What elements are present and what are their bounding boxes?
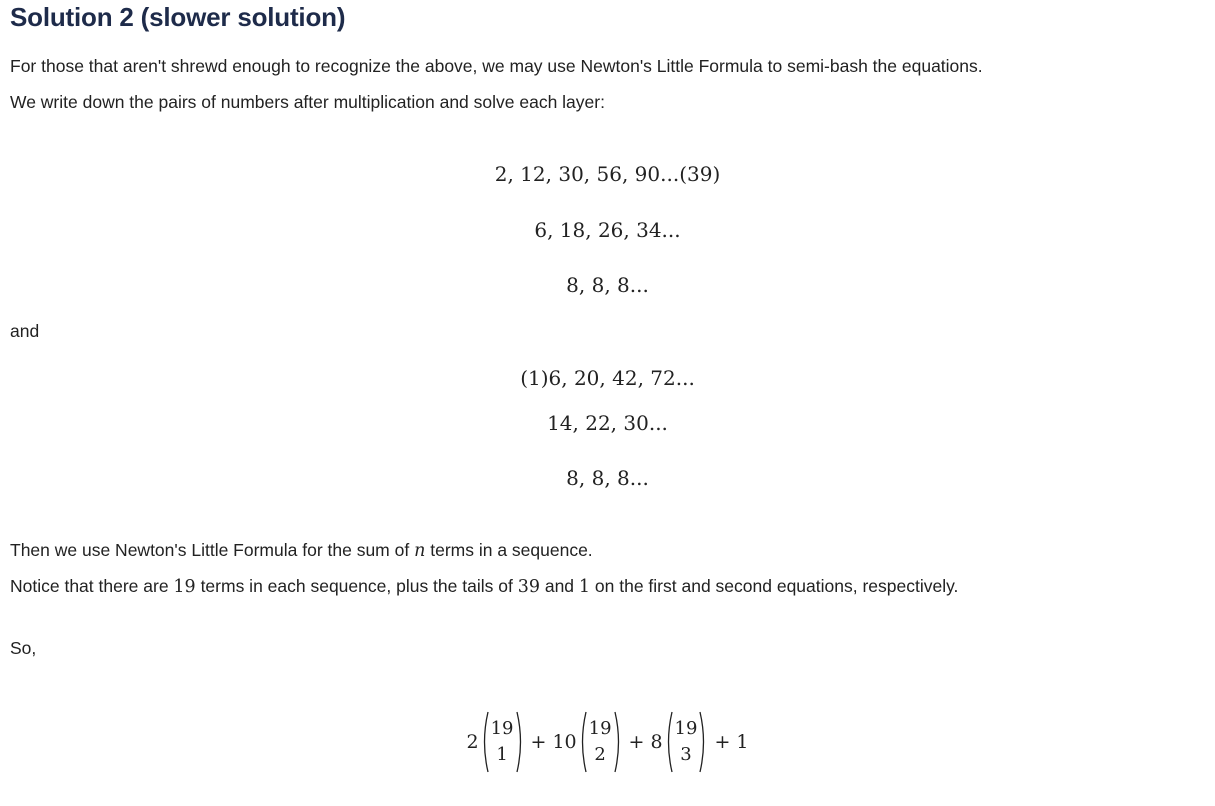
intro-line-2: We write down the pairs of numbers after multiplication and solve each layer: (10, 92, 605, 112)
term-1-top: 19 (490, 718, 514, 739)
then-line-after: terms in a sequence. (425, 540, 593, 560)
then-line-variable: n (414, 541, 426, 561)
term-3-top: 19 (674, 718, 698, 739)
tail-operator: + (714, 731, 731, 753)
term-2-operator: + (530, 731, 547, 753)
formula-term-2 (552, 710, 622, 774)
notice-number-1: 19 (173, 577, 196, 597)
term-3-coefficient: 8 (650, 731, 663, 753)
notice-line (10, 576, 958, 597)
term-3-bottom: 3 (680, 744, 692, 765)
second-layer-row-2: 14, 22, 30... (547, 411, 668, 435)
term-1-binomial (480, 710, 525, 774)
notice-number-3: 1 (578, 577, 591, 597)
notice-part-1: Notice that there are (10, 576, 174, 596)
right-paren-icon (515, 710, 525, 774)
right-paren-icon (698, 710, 708, 774)
formula-term-1 (467, 710, 525, 774)
term-3-operator: + (628, 731, 645, 753)
first-layer-row-2: 6, 18, 26, 34... (534, 218, 681, 242)
and-text: and (10, 321, 40, 341)
then-line-before: Then we use Newton's Little Formula for the sum of (10, 540, 415, 560)
formula-term-3 (650, 710, 708, 774)
second-layer-row-3: 8, 8, 8... (566, 466, 649, 490)
second-layer-row-1: (1)6, 20, 42, 72... (520, 366, 695, 390)
term-1-coefficient: 2 (466, 731, 479, 753)
first-layer-row-1: 2, 12, 30, 56, 90...(39) (494, 162, 721, 186)
left-paren-icon (480, 710, 490, 774)
binomial-sum-formula (0, 710, 1215, 774)
notice-part-2: terms in each sequence, plus the tails of (195, 576, 518, 596)
term-2-coefficient: 10 (552, 731, 577, 753)
section-heading: Solution 2 (slower solution) (10, 2, 346, 32)
intro-line-1: For those that aren't shrewd enough to recognize the above, we may use Newton's Little Formula to semi-bash the equations. (10, 56, 983, 76)
left-paren-icon (664, 710, 674, 774)
notice-part-4: on the first and second equations, respectively. (590, 576, 959, 596)
notice-number-2: 39 (517, 577, 540, 597)
so-text: So, (10, 638, 37, 658)
then-line (10, 540, 593, 561)
term-3-binomial (664, 710, 709, 774)
term-2-binomial (578, 710, 623, 774)
tail-value: 1 (736, 731, 749, 753)
first-layer-row-3: 8, 8, 8... (566, 273, 649, 297)
left-paren-icon (578, 710, 588, 774)
term-2-bottom: 2 (594, 744, 606, 765)
term-2-top: 19 (588, 718, 612, 739)
term-1-bottom: 1 (496, 744, 508, 765)
notice-part-3: and (539, 576, 579, 596)
right-paren-icon (613, 710, 623, 774)
